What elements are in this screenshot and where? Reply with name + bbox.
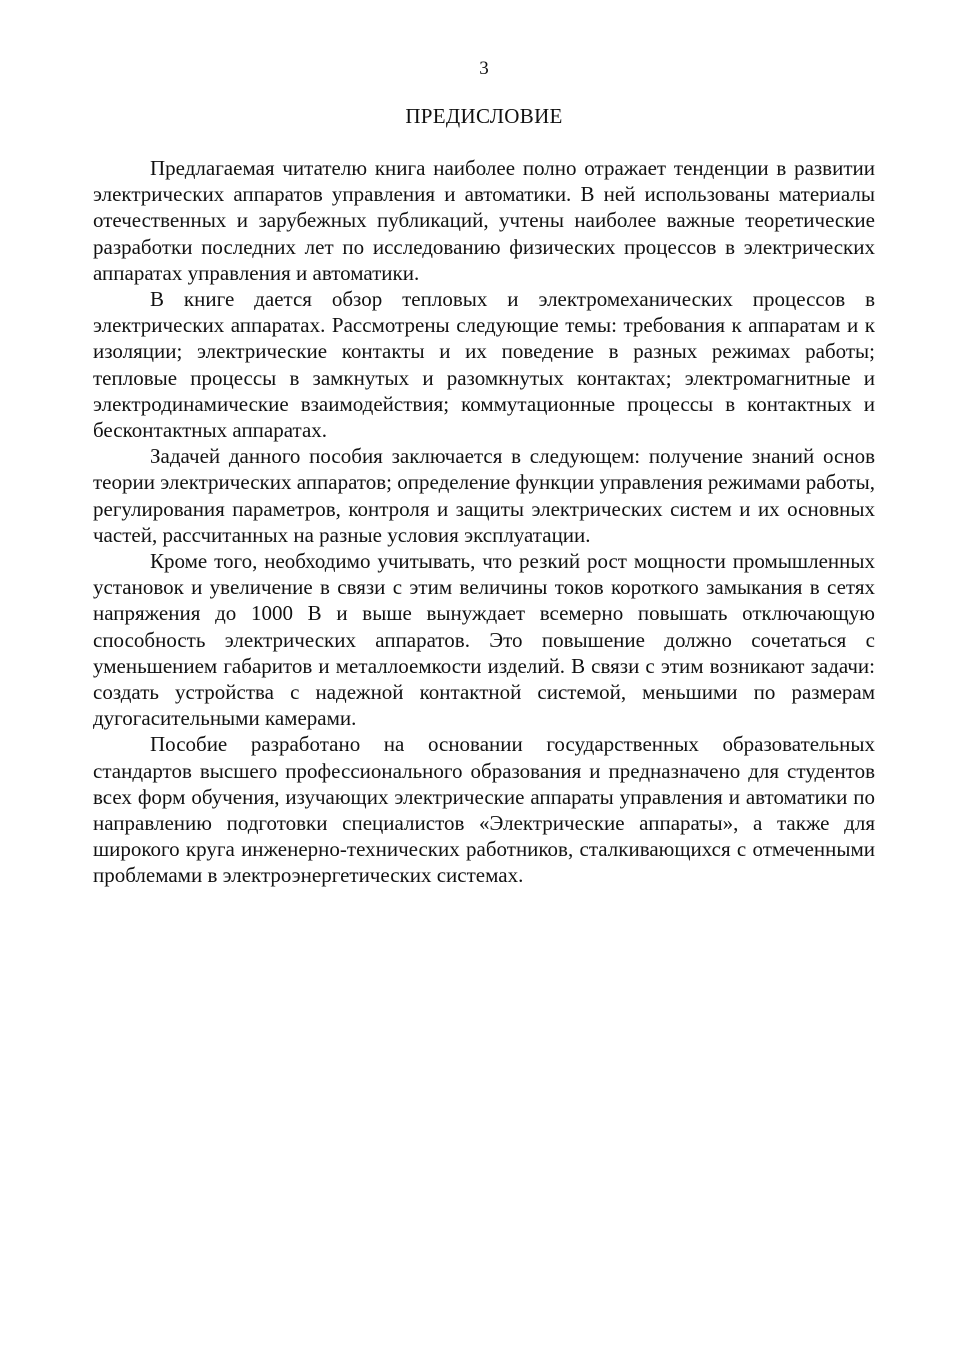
paragraph: В книге дается обзор тепловых и электромеханических процессов в электрических аппаратах. Рассмотрены следующие темы: требования к аппаратам и к изоляции; электрические контакты и их поведение в разных режимах работы; тепловые процессы в замкнутых и разомкнутых контактах; электромагнитные и электродинамические взаимодействия; коммутационные процессы в контактных и бесконтактных аппаратах.: [93, 287, 875, 443]
body-text: [93, 155, 875, 889]
page-title: ПРЕДИСЛОВИЕ: [405, 104, 563, 128]
paragraph: Задачей данного пособия заключается в следующем: получение знаний основ теории электрических аппаратов; определение функции управления режимами работы, регулирования параметров, контроля и защиты электрических систем и их основных частей, рассчитанных на разные условия эксплуатации.: [93, 444, 875, 547]
paragraph: Пособие разработано на основании государственных образовательных стандартов высшего профессионального образования и предназначено для студентов всех форм обучения, изучающих электрические аппараты управления и автоматики по направлению подготовки специалистов «Электрические аппараты», а также для широкого круга инженерно-технических работников, сталкивающихся с отмеченными проблемами в электроэнергетических системах.: [93, 732, 875, 888]
paragraph: Кроме того, необходимо учитывать, что резкий рост мощности промышленных установок и увеличение в связи с этим величины токов короткого замыкания в сетях напряжения до 1000 В и выше вынуждает всемерно повышать отключающую способность электрических аппаратов. Это повышение должно сочетаться с уменьшением габаритов и металлоемкости изделий. В связи с этим возникают задачи: создать устройства с надежной контактной системой, меньшими по размерам дугогасительными камерами.: [93, 549, 875, 731]
paragraph: Предлагаемая читателю книга наиболее полно отражает тенденции в развитии электрических аппаратов управления и автоматики. В ней использованы материалы отечественных и зарубежных публикаций, учтены наиболее важные теоретические разработки последних лет по исследованию физических процессов в электрических аппаратах управления и автоматики.: [93, 156, 875, 285]
page-number: 3: [479, 58, 489, 79]
